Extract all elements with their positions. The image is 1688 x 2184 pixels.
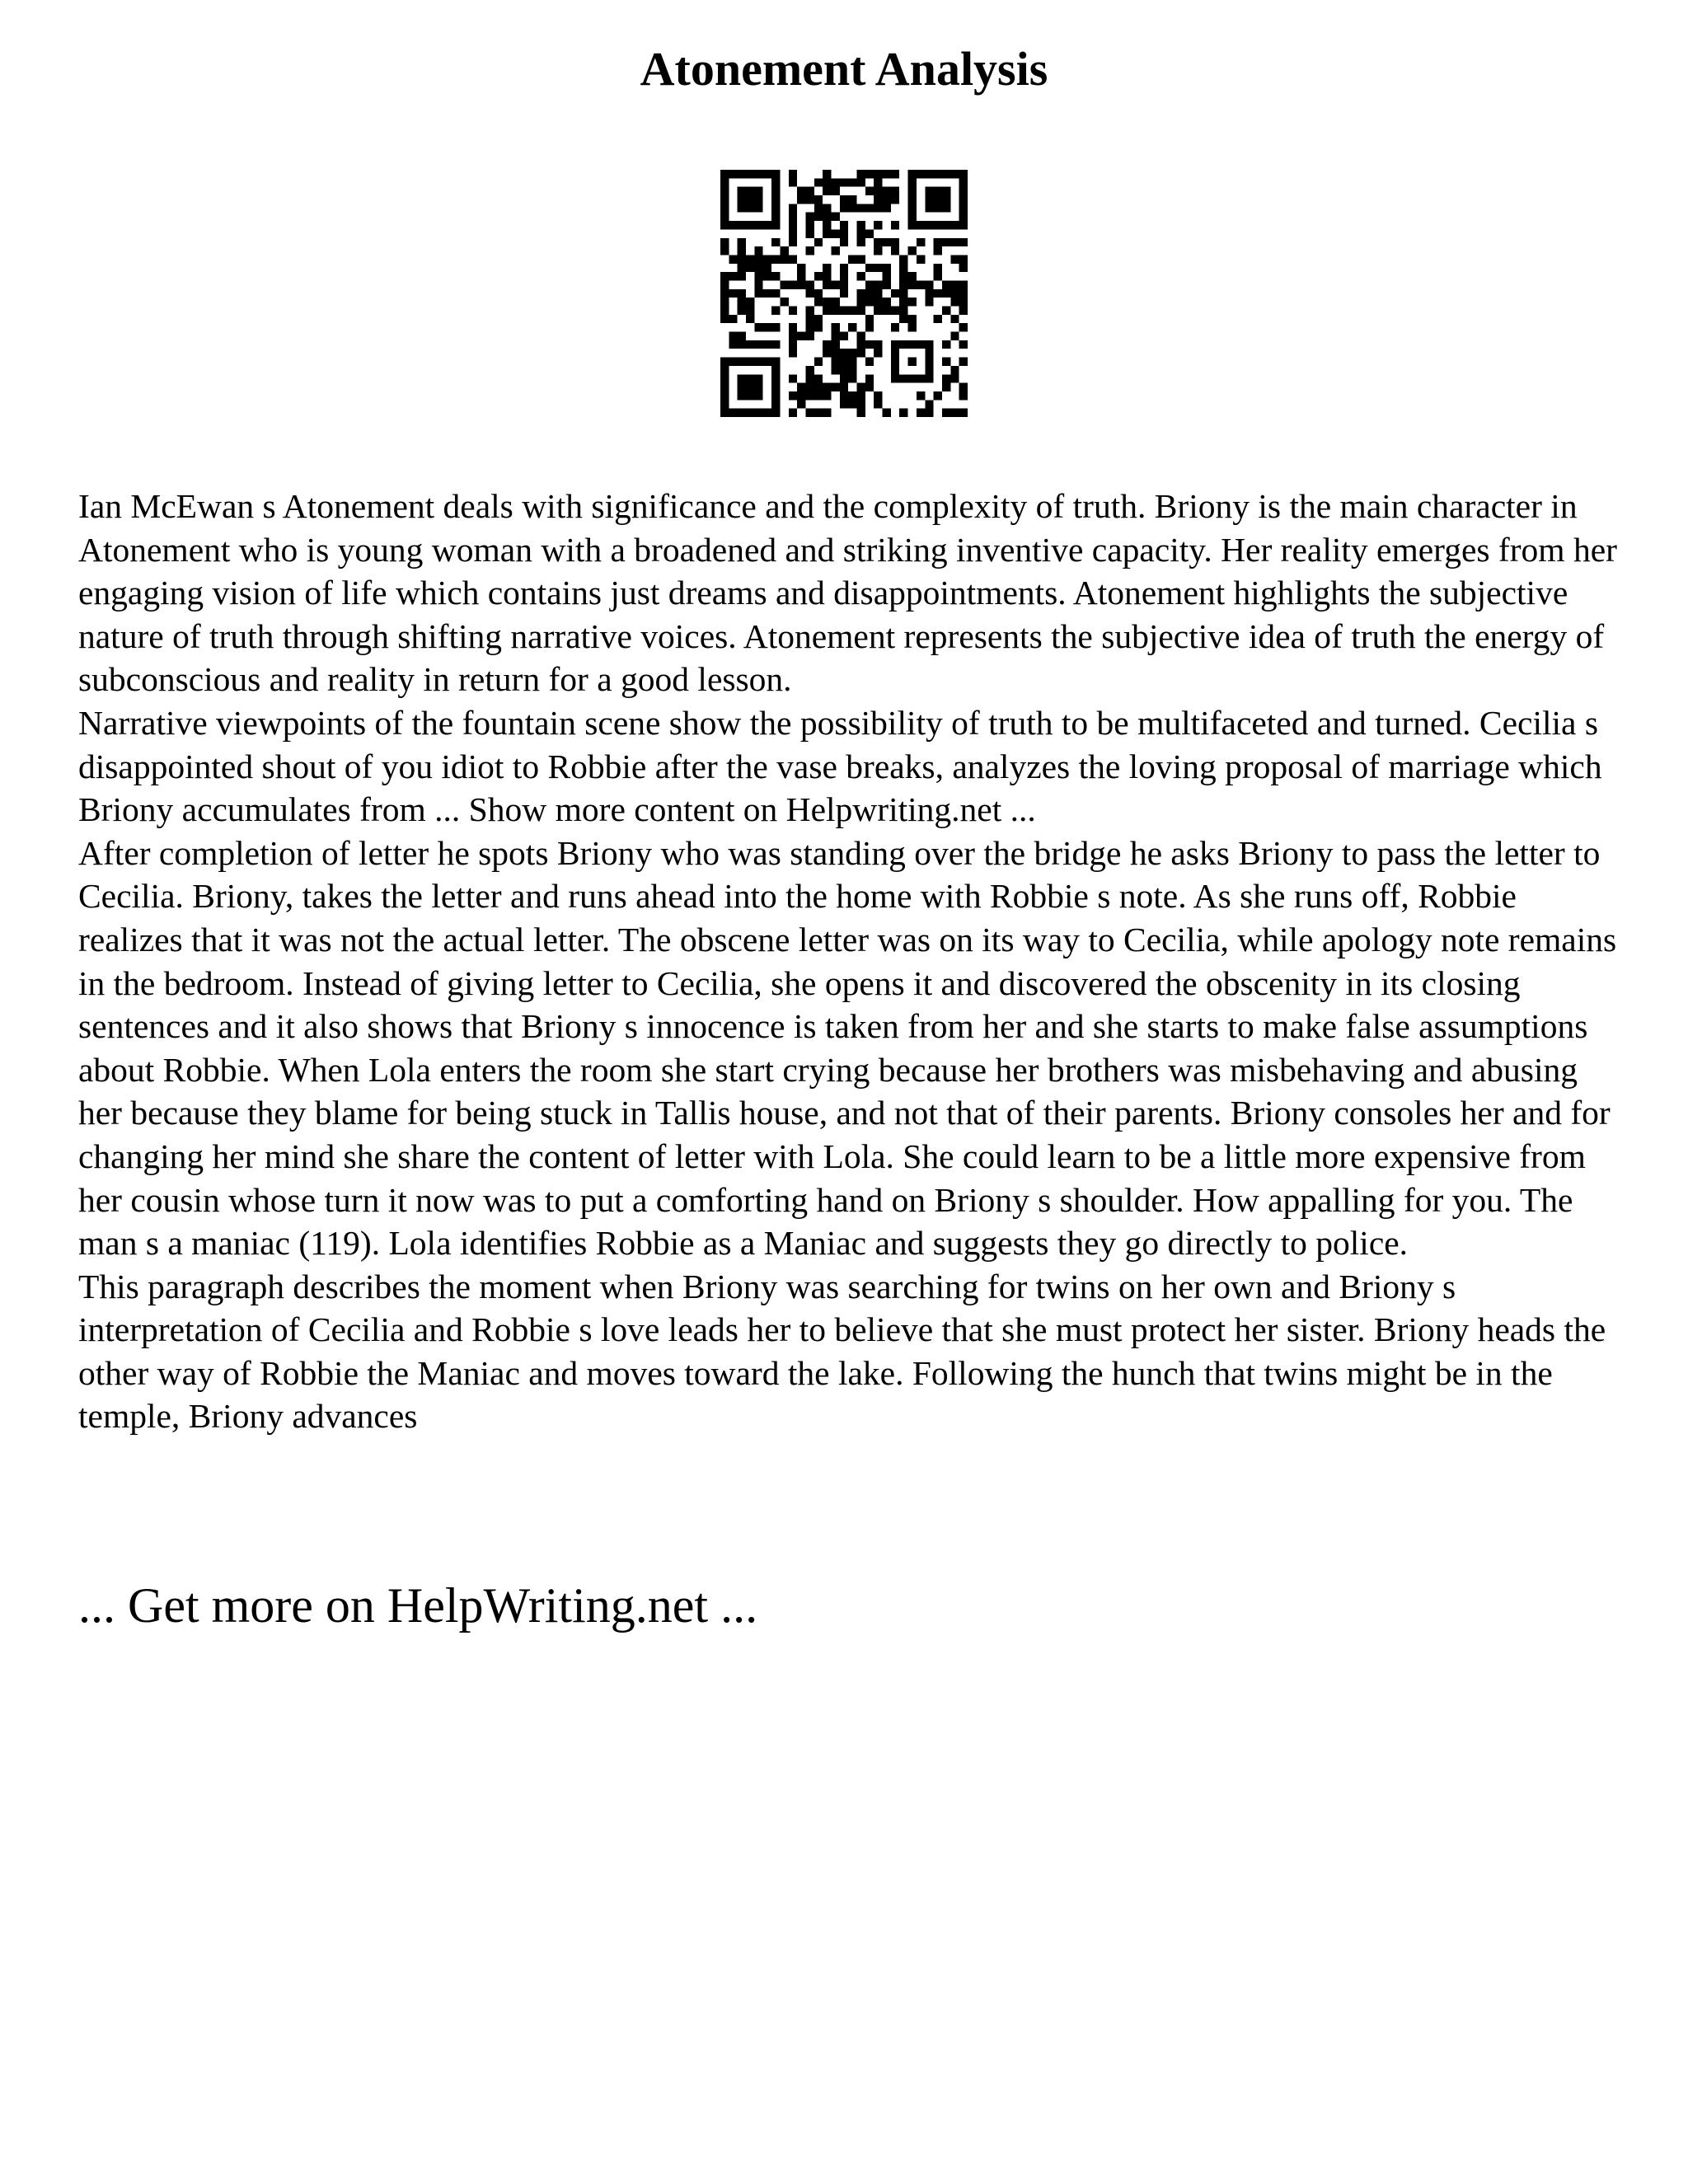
get-more-link[interactable]: ... Get more on HelpWriting.net ... xyxy=(78,1578,758,1633)
paragraph-4: This paragraph describes the moment when Briony was searching for twins on her own and Briony s interpretation of Cecilia and Robbie s love leads her to believe that she must protect her sister. Briony heads the other way of Robbie the Maniac and moves toward the lake. Following the hunch that twins might be in the temple, Briony advances xyxy=(78,1267,1606,1436)
qr-code-graphic xyxy=(720,170,968,417)
page-title: Atonement Analysis xyxy=(640,42,1048,96)
qr-code-icon xyxy=(720,170,968,417)
paragraph-1: Ian McEwan s Atonement deals with significance and the complexity of truth. Briony is the main character in Atonement who is young woman with a broadened and striking inventive capacity. Her reality emerges from her engaging vision of life which contains just dreams and disappointments. Atonement highlights the subjective nature of truth through shifting narrative voices. Atonement represents the subjective idea of truth the energy of subconscious and reality in return for a good lesson. xyxy=(78,487,1617,699)
paragraph-2: Narrative viewpoints of the fountain scene show the possibility of truth to be multifaceted and turned. Cecilia s disappointed shout of you idiot to Robbie after the vase breaks, analyzes the loving proposal of marriage which Briony accumulates from ... Show more content on Helpwriting.net ... xyxy=(78,703,1602,829)
body-text xyxy=(78,485,1624,1438)
paragraph-3: After completion of letter he spots Briony who was standing over the bridge he asks Briony to pass the letter to Cecilia. Briony, takes the letter and runs ahead into the home with Robbie s note. As she runs off, Robbie realizes that it was not the actual letter. The obscene letter was on its way to Cecilia, while apology note remains in the bedroom. Instead of giving letter to Cecilia, she opens it and discovered the obscenity in its closing sentences and it also shows that Briony s innocence is taken from her and she starts to make false assumptions about Robbie. When Lola enters the room she start crying because her brothers was misbehaving and abusing her because they blame for being stuck in Tallis house, and not that of their parents. Briony consoles her and for changing her mind she share the content of letter with Lola. She could learn to be a little more expensive from her cousin whose turn it now was to put a comforting hand on Briony s shoulder. How appalling for you. The man s a maniac (119). Lola identifies Robbie as a Maniac and suggests they go directly to police. xyxy=(78,833,1617,1263)
